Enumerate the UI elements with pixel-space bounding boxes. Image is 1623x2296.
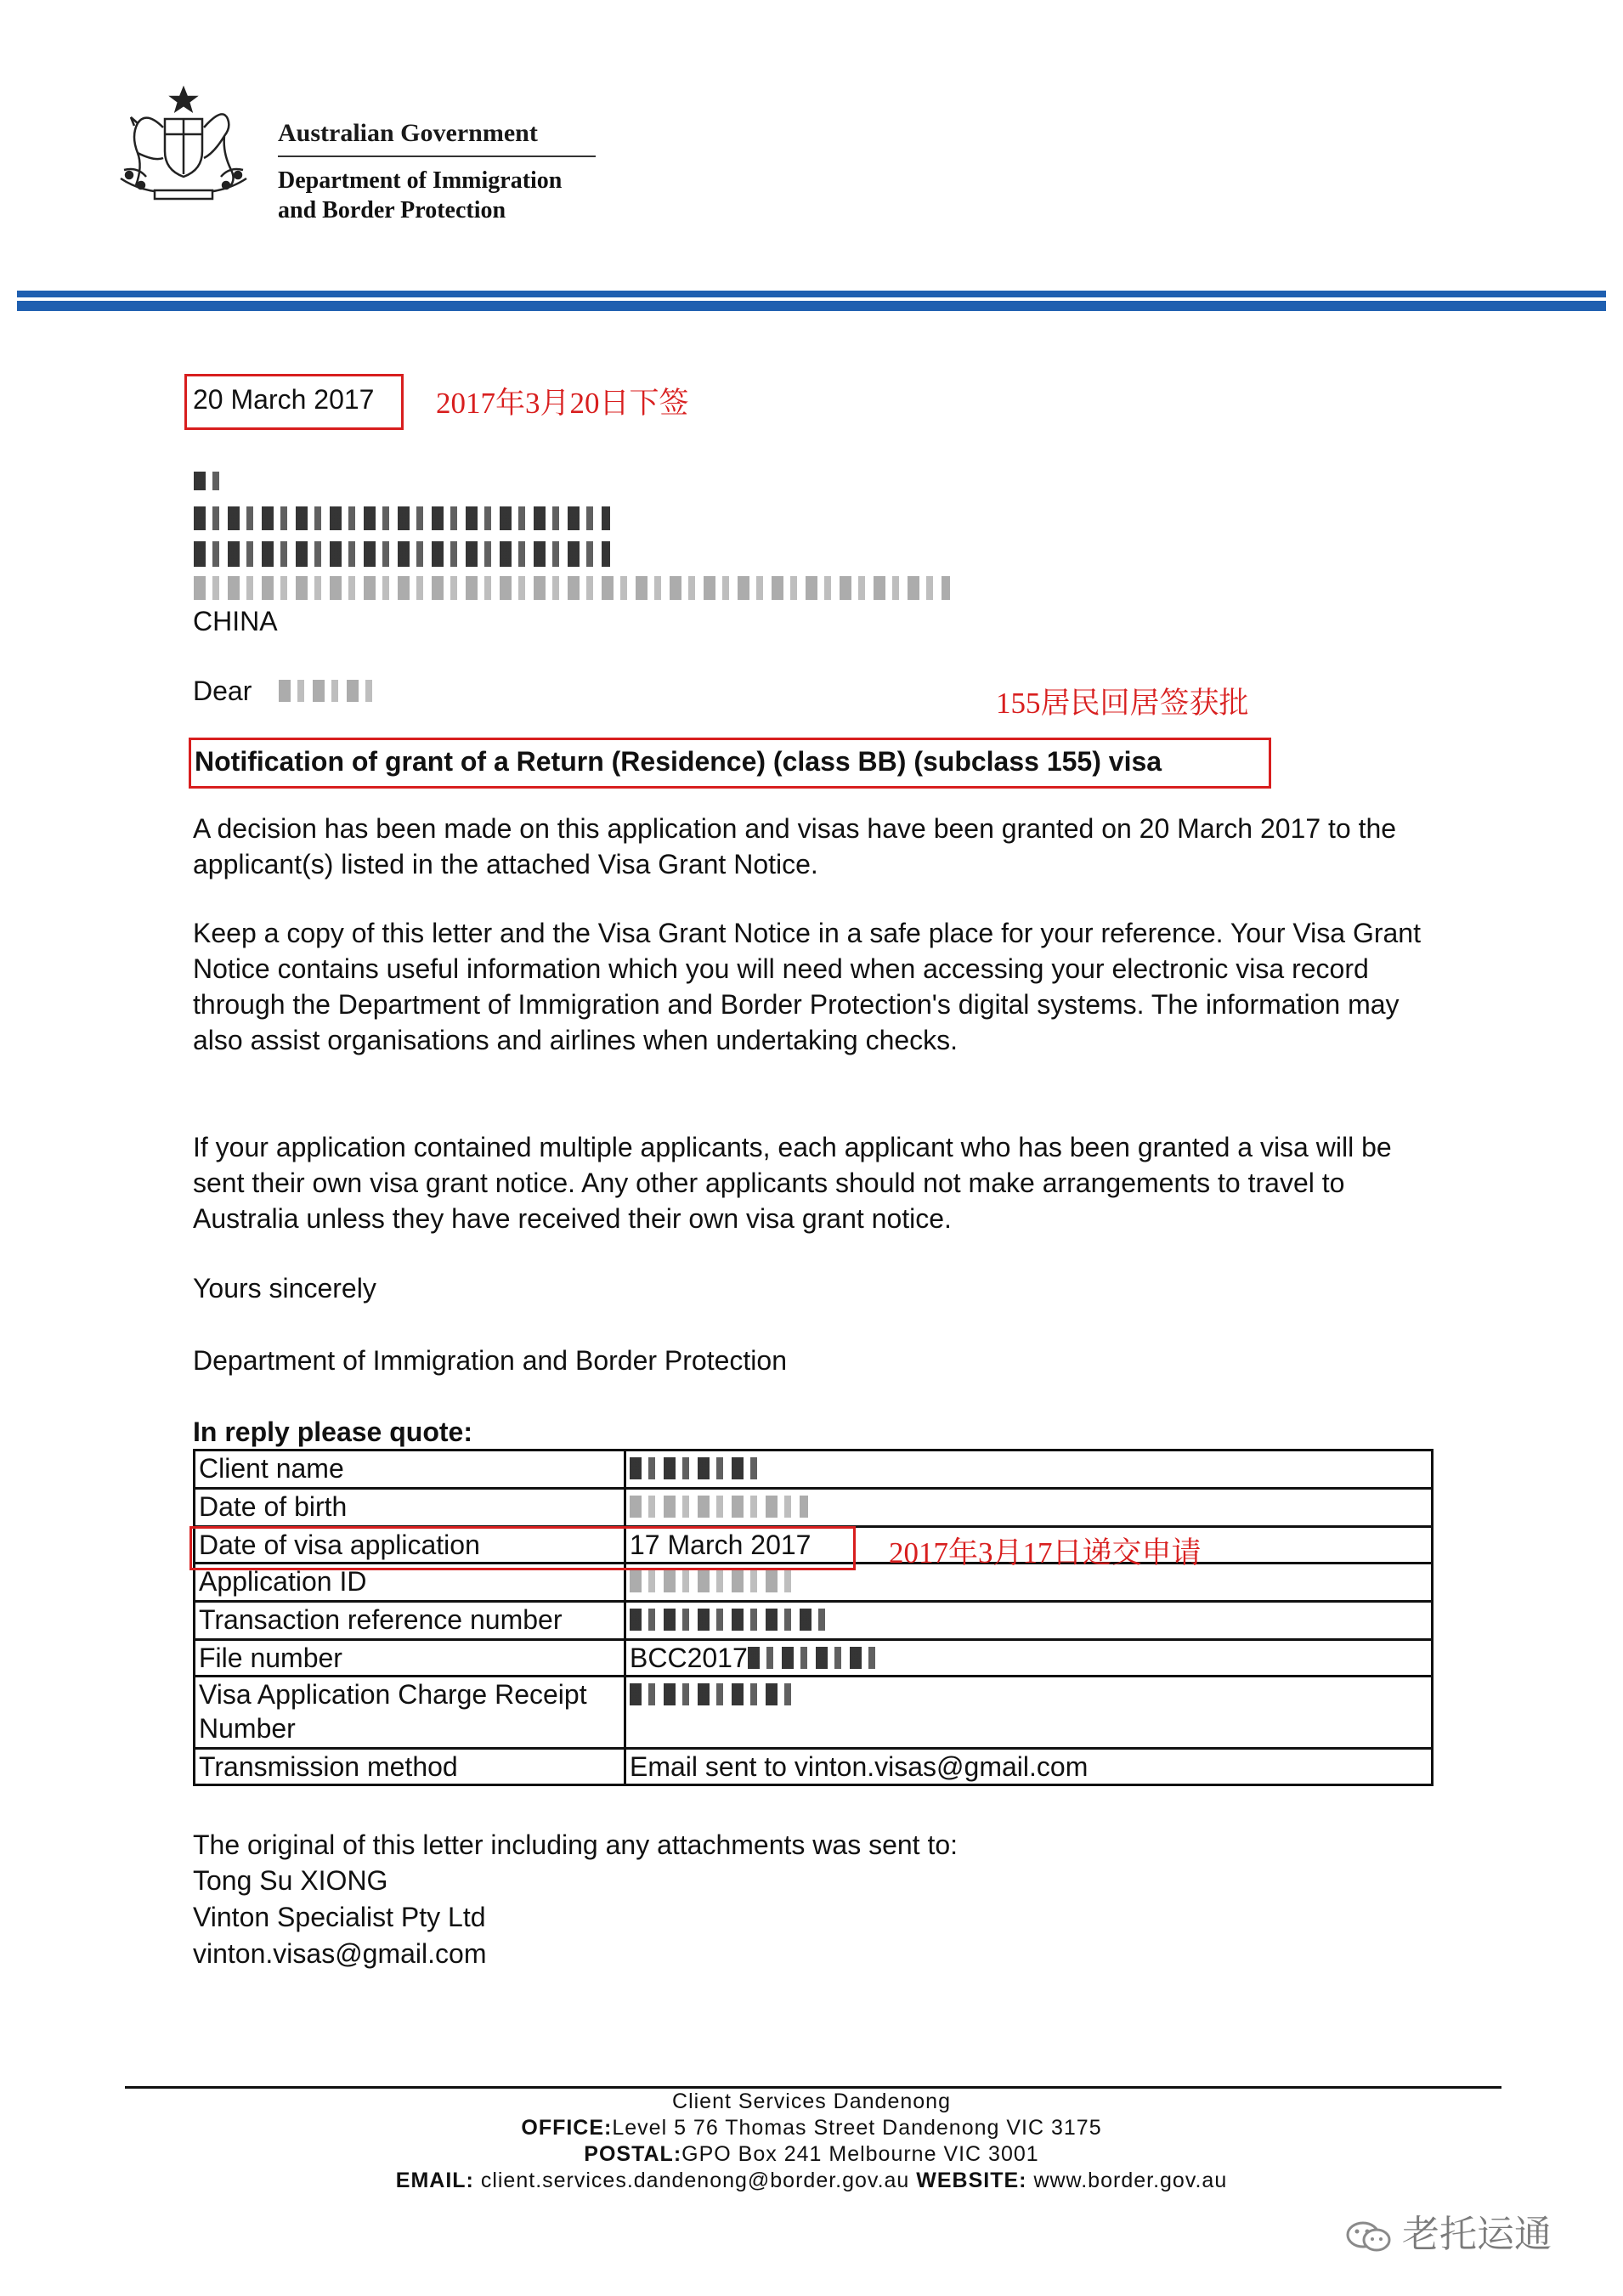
table-row — [195, 1749, 1433, 1785]
row-value — [625, 1677, 1433, 1749]
footer-website-label: WEBSITE: — [916, 2169, 1027, 2192]
row-label: Date of birth — [195, 1489, 625, 1527]
paragraph-multiple-applicants: If your application contained multiple applicants, each applicant who has been granted a visa will be sent their own visa grant notice. Any other applicants should not make arrangements to travel to Australia unless they have received their own visa grant notice. — [193, 1132, 1392, 1234]
footer-postal-label: POSTAL: — [584, 2142, 682, 2166]
row-value — [625, 1640, 1433, 1677]
row-label: File number — [195, 1640, 625, 1677]
footer-postal-value: GPO Box 241 Melbourne VIC 3001 — [681, 2142, 1039, 2166]
watermark-text: 老托运通 — [1402, 2213, 1552, 2256]
crest-icon — [112, 85, 255, 204]
file-number-prefix: BCC2017 — [630, 1643, 748, 1673]
application-date-highlight-box — [189, 1526, 856, 1570]
redacted-address-line — [194, 472, 228, 490]
footer-postal-line — [0, 2141, 1623, 2168]
redacted-value — [630, 1683, 791, 1705]
redacted-value — [630, 1609, 834, 1631]
row-value: Email sent to vinton.visas@gmail.com — [625, 1749, 1433, 1785]
redacted-address-line — [194, 541, 610, 567]
letter-date: 20 March 2017 — [193, 384, 375, 415]
closing: Yours sincerely — [193, 1273, 376, 1304]
wechat-icon — [1344, 2220, 1394, 2254]
row-label: Transaction reference number — [195, 1602, 625, 1640]
government-name: Australian Government — [278, 119, 538, 147]
quote-table — [193, 1449, 1434, 1786]
redacted-value — [630, 1457, 757, 1479]
address-country: CHINA — [193, 606, 278, 636]
footer-office-value: Level 5 76 Thomas Street Dandenong VIC 3175 — [612, 2116, 1102, 2140]
grant-annotation: 155居民回居签获批 — [996, 687, 1249, 720]
row-label: Transmission method — [195, 1749, 625, 1785]
table-row — [195, 1489, 1433, 1527]
header-divider — [278, 156, 596, 157]
redacted-address-line — [194, 576, 950, 600]
table-row — [195, 1677, 1433, 1749]
sent-to-intro: The original of this letter including any attachments was sent to: — [193, 1829, 959, 1860]
watermark — [1344, 2203, 1552, 2258]
row-value — [625, 1451, 1433, 1489]
sent-to-email: vinton.visas@gmail.com — [193, 1938, 487, 1969]
footer-email-value: client.services.dandenong@border.gov.au — [480, 2169, 910, 2192]
quote-heading: In reply please quote: — [193, 1417, 472, 1447]
sent-to-company: Vinton Specialist Pty Ltd — [193, 1902, 486, 1932]
signoff: Department of Immigration and Border Protection — [193, 1345, 787, 1376]
redacted-address-line — [194, 506, 610, 530]
redacted-value — [630, 1496, 808, 1518]
table-row — [195, 1451, 1433, 1489]
department-name-line1: Department of Immigration — [278, 167, 563, 194]
row-value — [625, 1489, 1433, 1527]
row-label: Application ID — [195, 1564, 625, 1602]
footer-office-name: Client Services Dandenong — [672, 2090, 951, 2113]
footer-office-label: OFFICE: — [521, 2116, 613, 2140]
row-label: Client name — [195, 1451, 625, 1489]
date-annotation: 2017年3月20日下签 — [436, 387, 689, 420]
coat-of-arms-logo — [112, 85, 255, 204]
sent-to-name: Tong Su XIONG — [193, 1865, 388, 1896]
footer-email-label: EMAIL: — [395, 2169, 474, 2192]
redacted-value — [748, 1647, 875, 1669]
header-band — [17, 291, 1606, 311]
footer-contact-line — [0, 2168, 1623, 2194]
paragraph-decision: A decision has been made on this application and visas have been granted on 20 March 2017 to the applicant(s) listed in the attached Visa Grant Notice. — [193, 813, 1397, 879]
row-value: 17 March 2017 — [625, 1527, 1433, 1564]
table-row — [195, 1602, 1433, 1640]
row-label: Visa Application Charge Receipt Number — [195, 1677, 625, 1749]
row-label: Date of visa application — [195, 1527, 625, 1564]
redacted-value — [630, 1570, 800, 1592]
row-value — [625, 1602, 1433, 1640]
letter-subject: Notification of grant of a Return (Residence) (class BB) (subclass 155) visa — [195, 746, 1162, 777]
salutation: Dear — [193, 676, 252, 706]
table-row — [195, 1640, 1433, 1677]
paragraph-keep-copy: Keep a copy of this letter and the Visa Grant Notice in a safe place for your reference. Your Visa Grant Notice contains useful information which you will need when accessing your electronic visa record through the Department of Immigration and Border Protection's digital systems. The information may also assist organisations and airlines when undertaking checks. — [193, 918, 1421, 1055]
redacted-name — [279, 680, 372, 702]
department-name-line2: and Border Protection — [278, 197, 506, 223]
footer-office-line — [0, 2115, 1623, 2141]
application-annotation: 2017年3月17日递交申请 — [889, 1536, 1202, 1569]
footer-website-value: www.border.gov.au — [1033, 2169, 1228, 2192]
